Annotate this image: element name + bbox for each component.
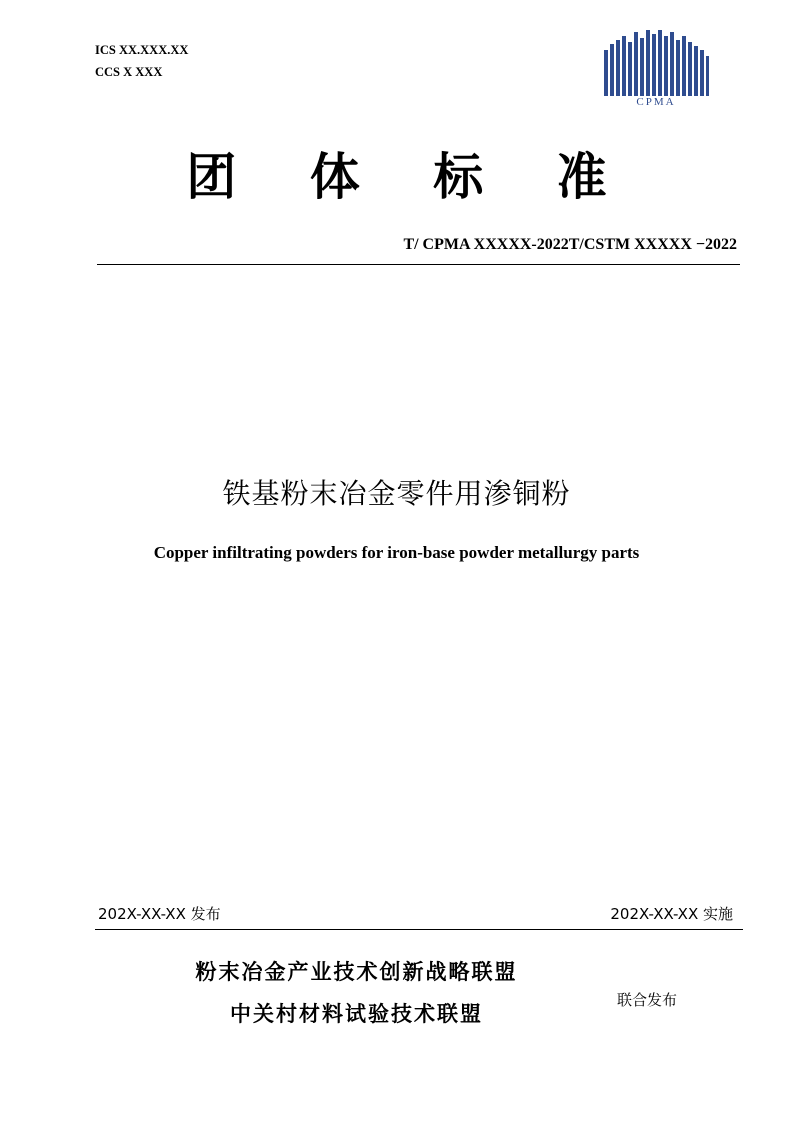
publish-date: 202X-XX-XX 发布 [98,905,221,923]
header-divider [97,264,740,265]
title-chinese: 铁基粉末冶金零件用渗铜粉 [222,477,571,510]
implement-date: 202X-XX-XX 实施 [610,905,733,923]
title-english: Copper infiltrating powders for iron-base powder metallurgy parts [153,543,640,562]
ccs-code: CCS X XXX [95,65,163,79]
footer-divider [95,929,743,930]
document-type-title: 团 体 标 准 [186,148,635,206]
joint-release-label: 联合发布 [617,991,678,1009]
cpma-logo-icon [600,28,712,108]
ics-ccs-block [95,39,188,83]
cpma-logo [600,28,712,108]
standard-number: T/ CPMA XXXXX-2022T/CSTM XXXXX −2022 [403,236,737,253]
publisher-1: 粉末冶金产业技术创新战略联盟 [195,960,518,984]
logo-text: CPMA [636,96,676,108]
publisher-2: 中关村材料试验技术联盟 [230,1002,483,1026]
ics-code: ICS XX.XXX.XX [95,43,189,57]
